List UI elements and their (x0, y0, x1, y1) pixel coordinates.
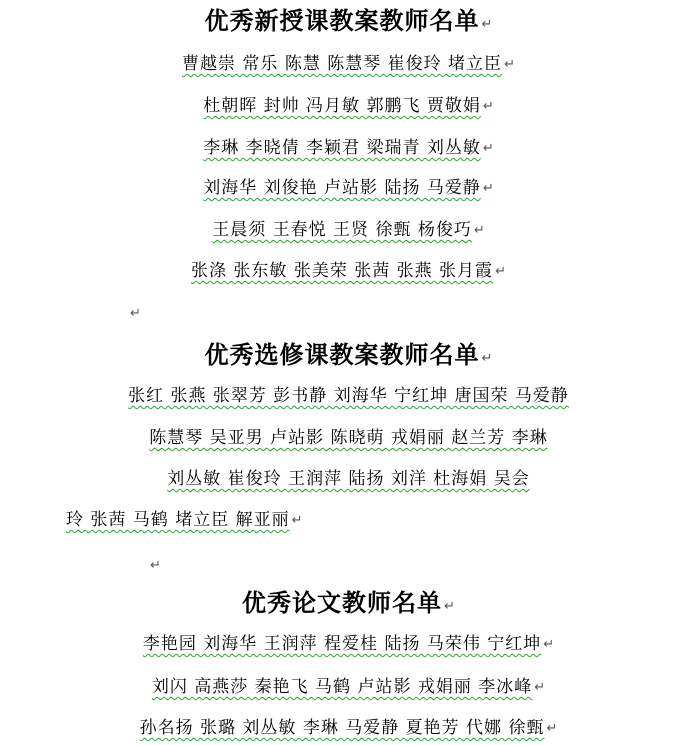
name-row: 刘闪 高燕莎 秦艳飞 马鹤 卢站影 戎娟丽 李冰峰 ↵ (0, 675, 697, 700)
paragraph-mark-icon: ↵ (444, 599, 455, 614)
name-row: 王晨须 王春悦 王贤 徐甄 杨俊巧 ↵ (0, 218, 697, 243)
paragraph-mark-icon: ↵ (291, 513, 303, 528)
name-row: 李琳 李晓倩 李颖君 梁瑞青 刘丛敏 ↵ (0, 136, 697, 161)
name-row: 孙名扬 张璐 刘丛敏 李琳 马爱静 夏艳芳 代娜 徐甄 ↵ (0, 716, 697, 741)
section-title-new-lesson: 优秀新授课教案教师名单 ↵ (0, 6, 697, 40)
paragraph-mark-icon: ↵ (481, 17, 493, 32)
paragraph-mark-icon: ↵ (482, 99, 494, 114)
paragraph-mark-icon: ↵ (482, 181, 494, 196)
name-row: 玲 张茜 马鹤 堵立臣 解亚丽 ↵ (66, 508, 686, 533)
name-row: 陈慧琴 吴亚男 卢站影 陈晓萌 戎娟丽 赵兰芳 李琳 (149, 428, 548, 448)
paragraph-mark-icon: ↵ (534, 680, 546, 695)
name-row: 张红 张燕 张翠芳 彭书静 刘海华 宁红坤 唐国荣 马爱静 (128, 386, 569, 406)
paragraph-mark-icon: ↵ (481, 351, 493, 366)
name-row: 李艳园 刘海华 王润萍 程爱桂 陆扬 马荣伟 宁红坤 ↵ (0, 632, 697, 657)
paragraph-mark-icon: ↵ (473, 223, 485, 238)
paragraph-mark-icon: ↵ (495, 264, 506, 279)
paragraph-mark-icon: ↵ (504, 57, 515, 72)
name-row: 杜朝晖 封帅 冯月敏 郭鹏飞 贾敬娟 ↵ (0, 94, 697, 119)
name-row: 刘丛敏 崔俊玲 王润萍 陆扬 刘洋 杜海娟 吴会 (167, 469, 530, 489)
name-row: 刘海华 刘俊艳 卢站影 陆扬 马爱静 ↵ (0, 176, 697, 201)
section-title-elective: 优秀选修课教案教师名单 ↵ (0, 340, 697, 374)
name-row: 张涤 张东敏 张美荣 张茜 张燕 张月霞 ↵ (0, 259, 697, 284)
paragraph-mark-icon: ↵ (546, 721, 558, 736)
paragraph-mark-icon: ↵ (130, 306, 141, 321)
paragraph-mark-icon: ↵ (482, 141, 494, 156)
section-title-thesis: 优秀论文教师名单 ↵ (0, 588, 697, 622)
paragraph-mark-icon: ↵ (543, 637, 555, 652)
paragraph-mark-icon: ↵ (150, 558, 161, 573)
name-row: 曹越崇 常乐 陈慧 陈慧琴 崔俊玲 堵立臣 ↵ (0, 52, 697, 77)
